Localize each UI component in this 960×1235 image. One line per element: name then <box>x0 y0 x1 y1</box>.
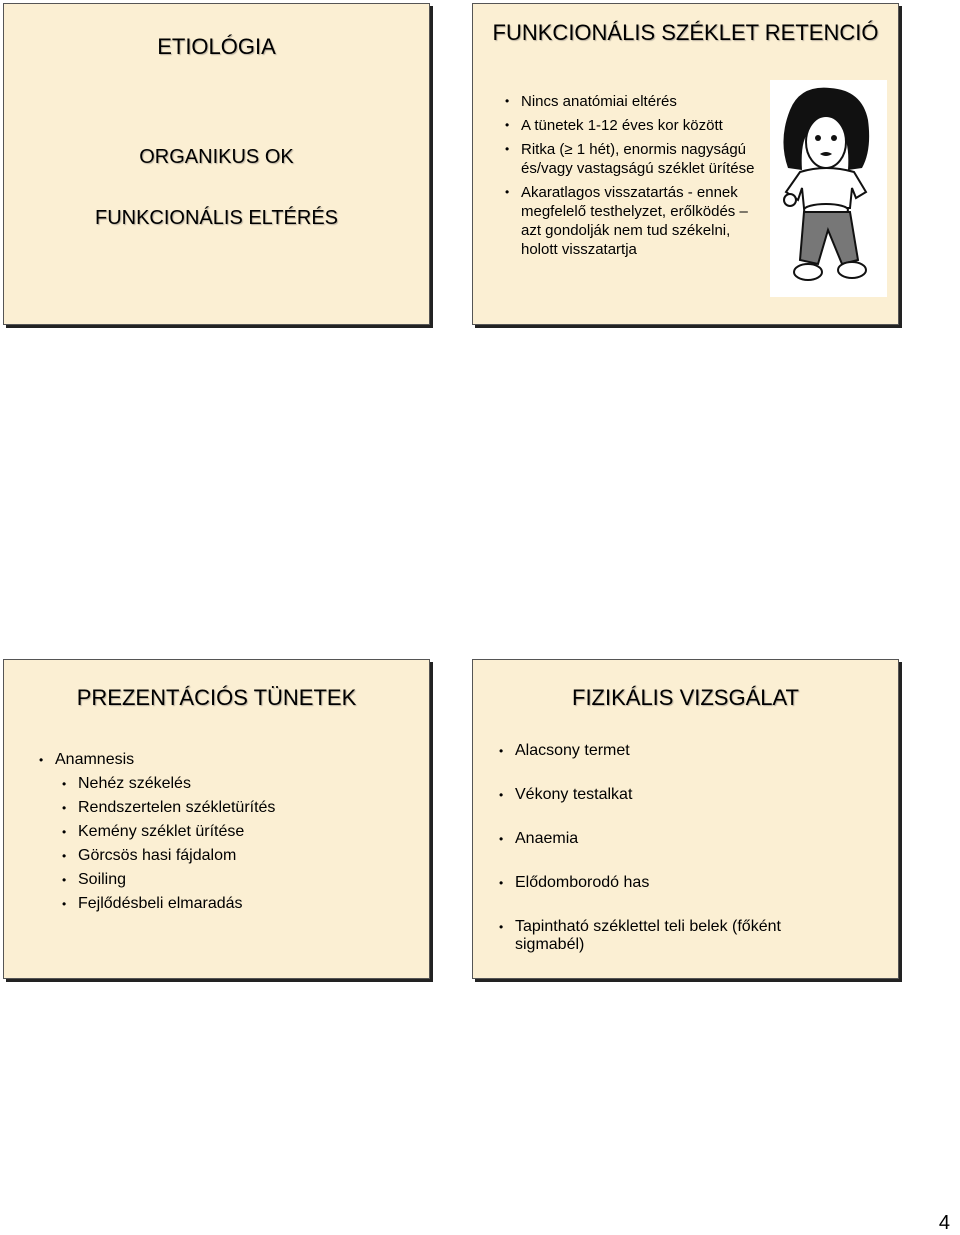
list-item: • Nehéz székelés <box>62 772 275 796</box>
bullet-list <box>39 748 134 772</box>
list-item: • Vékony testalkat <box>499 786 799 804</box>
sub-bullet-list <box>62 772 275 916</box>
list-item: • Kemény széklet ürítése <box>62 820 275 844</box>
bullet-list <box>505 92 765 264</box>
list-item: • Elődomborodó has <box>499 874 799 892</box>
slide-prezentacios-tunetek <box>3 659 430 979</box>
list-item: • Anaemia <box>499 830 799 848</box>
slide-text-funkcionalis: FUNKCIONÁLIS ELTÉRÉS <box>94 207 339 229</box>
list-item: • Anamnesis <box>39 748 134 772</box>
list-item: • Görcsös hasi fájdalom <box>62 844 275 868</box>
list-item: • Nincs anatómiai eltérés <box>505 92 765 111</box>
slide-fizikalis-vizsgalat <box>472 659 899 979</box>
cartoon-child-icon <box>770 80 887 297</box>
list-item: • Rendszertelen székletürítés <box>62 796 275 820</box>
list-item: • Alacsony termet <box>499 742 799 760</box>
page-number: 4 <box>938 1212 950 1234</box>
slide-title: PREZENTÁCIÓS TÜNETEK <box>76 685 357 710</box>
list-item: • A tünetek 1-12 éves kor között <box>505 116 765 135</box>
list-item: • Tapintható széklettel teli belek (főként sigmabél) <box>499 918 799 954</box>
bullet-list <box>499 742 799 954</box>
slide-etiologia <box>3 3 430 325</box>
slide-title: FIZIKÁLIS VIZSGÁLAT <box>572 685 799 710</box>
list-item: • Akaratlagos visszatartás - ennek megfelelő testhelyzet, erőlködés – azt gondolják nem tud székelni, holott visszatartja <box>505 183 765 259</box>
list-item: • Ritka (≥ 1 hét), enormis nagyságú és/vagy vastagságú széklet ürítése <box>505 140 765 178</box>
list-item: • Fejlődésbeli elmaradás <box>62 892 275 916</box>
slide-title: ETIOLÓGIA <box>157 34 276 59</box>
slide-title: FUNKCIONÁLIS SZÉKLET RETENCIÓ <box>492 20 879 45</box>
slide-text-organikus: ORGANIKUS OK <box>139 146 294 168</box>
list-item: • Soiling <box>62 868 275 892</box>
